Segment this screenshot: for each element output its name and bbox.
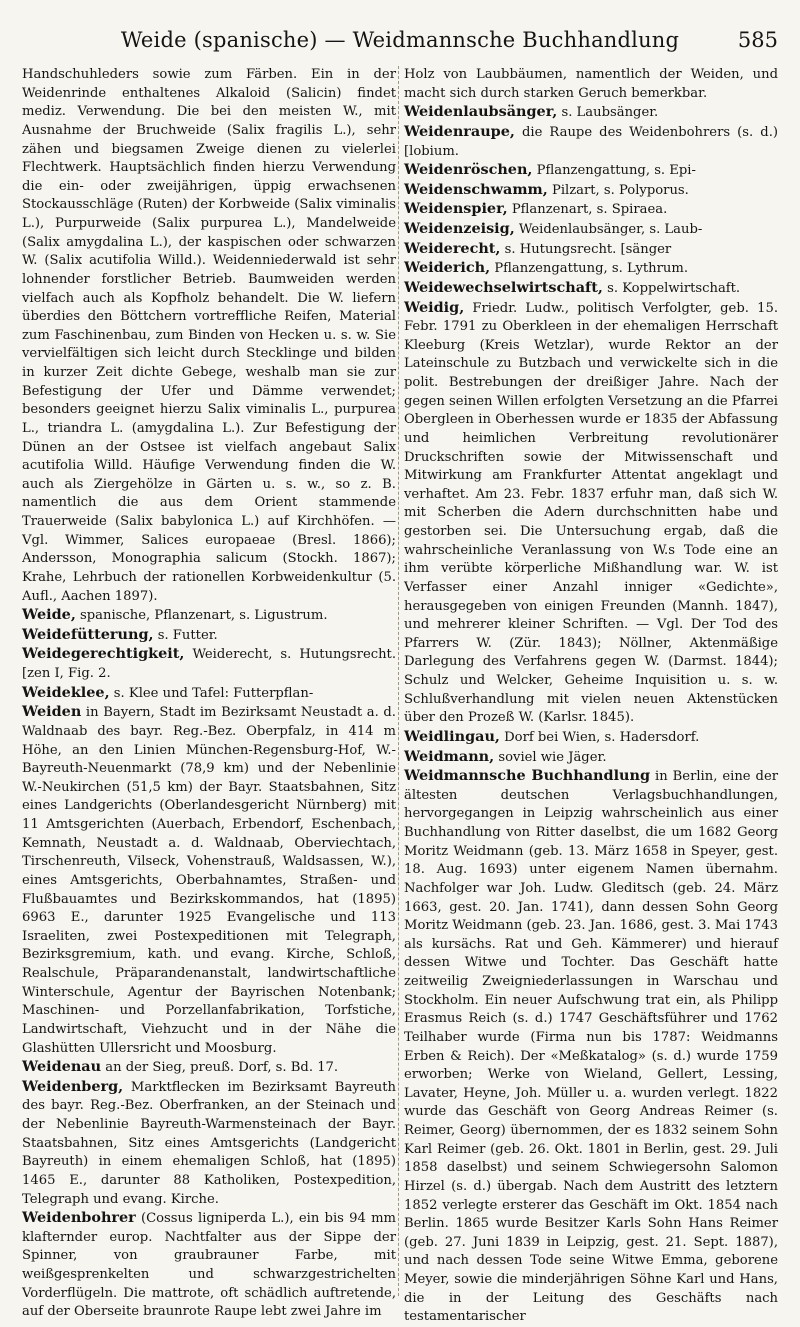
entry-headword: Weidenzeisig, xyxy=(404,220,515,237)
dictionary-entry xyxy=(404,279,778,299)
page-number: 585 xyxy=(737,28,778,52)
continuation-paragraph: Handschuhleders sowie zum Färben. Ein in der Weidenrinde enthaltenes Alkaloid (Salicin) findet mediz. Verwendung. Die bei den meisten W., mit Ausnahme der Bruchweide (Salix fragilis L.), sehr zähen und biegsamen Zweige dienen zu vielerlei Flechtwerk. Hauptsächlich finden hierzu Verwendung die ein- oder zweijährigen, üppig erwachsenen Stockausschläge (Ruten) der Korbweide (Salix viminalis L.), Purpurweide (Salix purpurea L.), Mandelweide (Salix amygdalina L.), der kaspischen oder schwarzen W. (Salix acutifolia Willd.). Weidenniederwald ist sehr lohnender forstlicher Betrieb. Baumweiden werden vielfach auch als Kopfholz behandelt. Die W. liefern überdies den Böttchern vortreffliche Reifen, Material zum Faschinenbau, zum Binden von Hecken u. s. w. Sie vervielfältigen sich leicht durch Stecklinge und bilden in kurzer Zeit dichte Gebege, weshalb man sie zur Befestigung der Ufer und Dämme verwendet; besonders geeignet hierzu Salix viminalis L., purpurea L., triandra L. (amygdalina L.). Zur Befestigung der Dünen an der Ostsee ist vielfach angebaut Salix acutifolia Willd. Häufige Verwendung finden die W. auch als Ziergehölze in Gärten u. s. w., so z. B. namentlich die aus dem Orient stammende Trauerweide (Salix babylonica L.) auf Kirchhöfen. — Vgl. Wimmer, Salices europaeae (Bresl. 1866); Andersson, Monographia salicum (Stockh. 1867); Krahe, Lehrbuch der rationellen Korbweidenkultur (5. Aufl., Aachen 1897). xyxy=(22,67,396,604)
entry-headword: Weidenröschen, xyxy=(404,161,533,179)
entry-text: Weiderecht, s. Hutungsrecht. [zen I, Fig. 2. xyxy=(22,647,396,681)
dictionary-entry xyxy=(404,748,778,768)
page-header xyxy=(22,26,778,62)
entry-headword: Weidenraupe, xyxy=(404,122,515,140)
entry-text: Friedr. Ludw., politisch Verfolgter, geb. 15. Febr. 1791 zu Oberkleen in der ehemaligen Herrschaft Kleeburg (Kreis Wetzlar), wurde Rektor an der Lateinschule zu Butzbach und verwickelte sich in die polit. Bestrebungen der dreißiger Jahre. Nach der gegen seinen Willen erfolgten Versetzung an die Pfarrei Obergleen in Oberhessen wurde er 1835 der Abfassung und heimlichen Verbreitung revolutionärer Druckschriften sowie der Mitwissenschaft und Mitwirkung am Frankfurter Attentat angeklagt und verhaftet. Am 23. Febr. 1837 erfuhr man, daß sich W. mit Scherben die Adern durchschnitten habe und gestorben sei. Die Untersuchung ergab, daß die wahrscheinliche Veranlassung von W.s Tode eine an ihm verübte körperliche Mißhandlung war. W. ist Verfasser einer Anzahl inniger «Gedichte», herausgegeben von einigen Freunden (Mannh. 1847), und mehrerer kleiner Schriften. — Vgl. Der Tod des Pfarrers W. (Zür. 1843); Nöllner, Aktenmäßige Darlegung des Verfahrens gegen W. (Darmst. 1844); Schulz und Welcker, Geheime Inquisition u. s. w. Schlußverhandlung mit vielen neuen Aktenstücken über den Prozeß W. (Karlsr. 1845). xyxy=(404,300,778,726)
dictionary-entry xyxy=(404,767,778,1327)
dictionary-entry xyxy=(404,728,778,748)
entry-headword: Weidenbohrer xyxy=(22,1209,136,1227)
entry-text: soviel wie Jäger. xyxy=(498,749,607,765)
dictionary-entry xyxy=(404,103,778,123)
entry-text: in Berlin, eine der ältesten deutschen Verlagsbuchhandlungen, hervorgegangen in Leipzig wahrscheinlich aus einer Buchhandlung von Ritter daselbst, die um 1682 Georg Moritz Weidmann (geb. 13. März 1658 in Speyer, gest. 18. Aug. 1693) unter eigenem Namen übernahm. Nachfolger war Joh. Ludw. Gleditsch (geb. 24. März 1663, gest. 20. Jan. 1741), dann dessen Sohn Georg Moritz Weidmann (geb. 23. Jan. 1686, gest. 3. Mai 1743 als kursächs. Rat und Geh. Kämmerer) und hierauf dessen Witwe und Tochter. Das Geschäft hatte zeitweilig Zweigniederlassungen in Warschau und Stockholm. Ein neuer Aufschwung trat ein, als Philipp Erasmus Reich (s. d.) 1747 Geschäftsführer und 1762 Teilhaber wurde (Firma nun bis 1787: Weidmanns Erben & Reich). Der «Meßkatalog» (s. d.) wurde 1759 erworben; Werke von Wieland, Gellert, Lessing, Lavater, Heyne, Joh. Müller u. a. wurden verlegt. 1822 wurde das Geschäft von Georg Andreas Reimer (s. Reimer, Georg) übernommen, der es 1832 seinem Sohn Karl Reimer (geb. 26. Okt. 1801 in Berlin, gest. 29. Juli 1858 daselbst) und seinem Schwiegersohn Salomon Hirzel (s. d.) übergab. Nach dem Austritt des letztern 1852 verlegte ersterer das Geschäft im Okt. 1854 nach Berlin. 1865 wurde Besitzer Karls Sohn Hans Reimer (geb. 27. Juni 1839 in Leipzig, gest. 21. Sept. 1887), und nach dessen Tode seine Witwe Emma, geborene Meyer, sowie die minderjährigen Söhne Karl und Hans, die in der Leitung des Geschäfts nach testamentarischer xyxy=(404,769,778,1325)
entry-headword: Weidewechselwirtschaft, xyxy=(404,278,603,296)
entry-headword: Weidenlaubsänger, xyxy=(404,103,558,121)
entry-text: Dorf bei Wien, s. Hadersdorf. xyxy=(504,729,700,745)
column-divider xyxy=(398,66,399,1296)
dictionary-entry xyxy=(22,645,396,683)
continuation-paragraph: Holz von Laubbäumen, namentlich der Weiden, und macht sich durch starken Geruch bemerkbar. xyxy=(404,67,778,101)
entry-text: Weidenlaubsänger, s. Laub- xyxy=(518,222,703,237)
entry-text: s. Futter. xyxy=(157,627,218,643)
entry-text: s. Klee und Tafel: Futterpflan- xyxy=(113,685,314,701)
left-column xyxy=(22,66,396,1322)
entry-headword: Weide, xyxy=(22,606,76,624)
dictionary-entry xyxy=(404,161,778,181)
entry-text: Pflanzengattung, s. Lythrum. xyxy=(494,261,689,277)
entry-text: die Raupe des Weidenbohrers (s. d.) [lobium. xyxy=(404,124,778,159)
dictionary-entry xyxy=(22,1078,396,1209)
entry-headword: Weiden xyxy=(22,703,82,721)
dictionary-entry xyxy=(404,299,778,728)
dictionary-entry xyxy=(22,626,396,646)
right-column xyxy=(404,66,778,1327)
dictionary-entry xyxy=(22,1058,396,1078)
entry-headword: Weidenberg, xyxy=(22,1077,124,1095)
entry-text: spanische, Pflanzenart, s. Ligustrum. xyxy=(80,608,328,624)
entry-headword: Weidenschwamm, xyxy=(404,180,548,198)
dictionary-entry xyxy=(22,703,396,1058)
dictionary-entry xyxy=(404,259,778,279)
entry-headword: Weidig, xyxy=(404,298,465,316)
entry-headword: Weidlingau, xyxy=(404,727,500,745)
entry-text: Pilzart, s. Polyporus. xyxy=(551,182,689,198)
entry-text: Marktflecken im Bezirksamt Bayreuth des bayr. Reg.-Bez. Oberfranken, an der Steinach und der Nebenlinie Bayreuth-Warmensteinach der Bayr. Staatsbahnen, Sitz eines Amtsgerichts (Landgericht Bayreuth) in einem ehemaligen Schloß, hat (1895) 1465 E., darunter 88 Katholiken, Postexpedition, Telegraph und evang. Kirche. xyxy=(22,1079,396,1207)
dictionary-entry xyxy=(404,181,778,201)
entry-headword: Weiderecht, xyxy=(404,239,501,257)
entry-headword: Weidegerechtigkeit, xyxy=(22,645,185,663)
entry-text: s. Koppelwirtschaft. xyxy=(607,280,741,296)
dictionary-entry xyxy=(404,240,778,260)
entry-text: (Cossus ligniperda L.), ein bis 94 mm klafternder europ. Nachtfalter aus der Sippe der Spinner, von graubrauner Farbe, mit weißgesprenkelten und schwarzgestrichelten Vorderflügeln. Die mattrote, oft schädlich auftretende, auf der Oberseite braunrote Raupe lebt zwei Jahre im xyxy=(22,1211,396,1320)
entry-text: s. Hutungsrecht. [sänger xyxy=(504,241,672,257)
dictionary-entry xyxy=(22,606,396,626)
dictionary-entry xyxy=(404,220,778,240)
entry-headword: Weidmann, xyxy=(404,747,495,765)
entry-headword: Weidmannsche Buchhandlung xyxy=(404,767,651,785)
running-title: Weide (spanische) — Weidmannsche Buchhandlung xyxy=(120,28,680,52)
entry-headword: Weidefütterung, xyxy=(22,625,154,643)
dictionary-entry xyxy=(22,684,396,704)
entry-headword: Weideklee, xyxy=(22,683,110,701)
entry-text: Pflanzenart, s. Spiraea. xyxy=(511,202,668,218)
entry-headword: Weidenau xyxy=(22,1058,102,1076)
entry-text: an der Sieg, preuß. Dorf, s. Bd. 17. xyxy=(105,1060,339,1076)
entry-headword: Weidenspier, xyxy=(404,200,508,218)
entry-text: in Bayern, Stadt im Bezirksamt Neustadt a. d. Waldnaab des bayr. Reg.-Bez. Oberpfalz, in 414 m Höhe, an den Linien München-Regensburg-Hof, W.-Bayreuth-Neuenmarkt (78,9 km) und der Nebenlinie W.-Neukirchen (51,5 km) der Bayr. Staatsbahnen, Sitz eines Landgerichts (Oberlandesgericht Nürnberg) mit 11 Amtsgerichten (Auerbach, Erbendorf, Eschenbach, Kemnath, Neustadt a. d. Waldnaab, Oberviechtach, Tirschenreuth, Vilseck, Vohenstrauß, Waldsassen, W.), eines Amtsgerichts, Oberbahnamtes, Straßen- und Flußbauamtes und Bezirkskommandos, hat (1895) 6963 E., darunter 1925 Evangelische und 113 Israeliten, zwei Postexpeditionen mit Telegraph, Bezirksgremium, kath. und evang. Kirche, Schloß, Realschule, Präparandenanstalt, landwirtschaftliche Winterschule, Agentur der Bayrischen Notenbank; Maschinen- und Porzellanfabrikation, Torfstiche, Landwirtschaft, Viehzucht und in der Nähe die Glashütten Ullersricht und Moosburg. xyxy=(22,705,396,1056)
dictionary-entry xyxy=(404,200,778,220)
dictionary-entry xyxy=(404,123,778,161)
entry-text: s. Laubsänger. xyxy=(561,105,659,121)
entry-headword: Weiderich, xyxy=(404,259,491,277)
entry-text: Pflanzengattung, s. Epi- xyxy=(536,163,696,179)
